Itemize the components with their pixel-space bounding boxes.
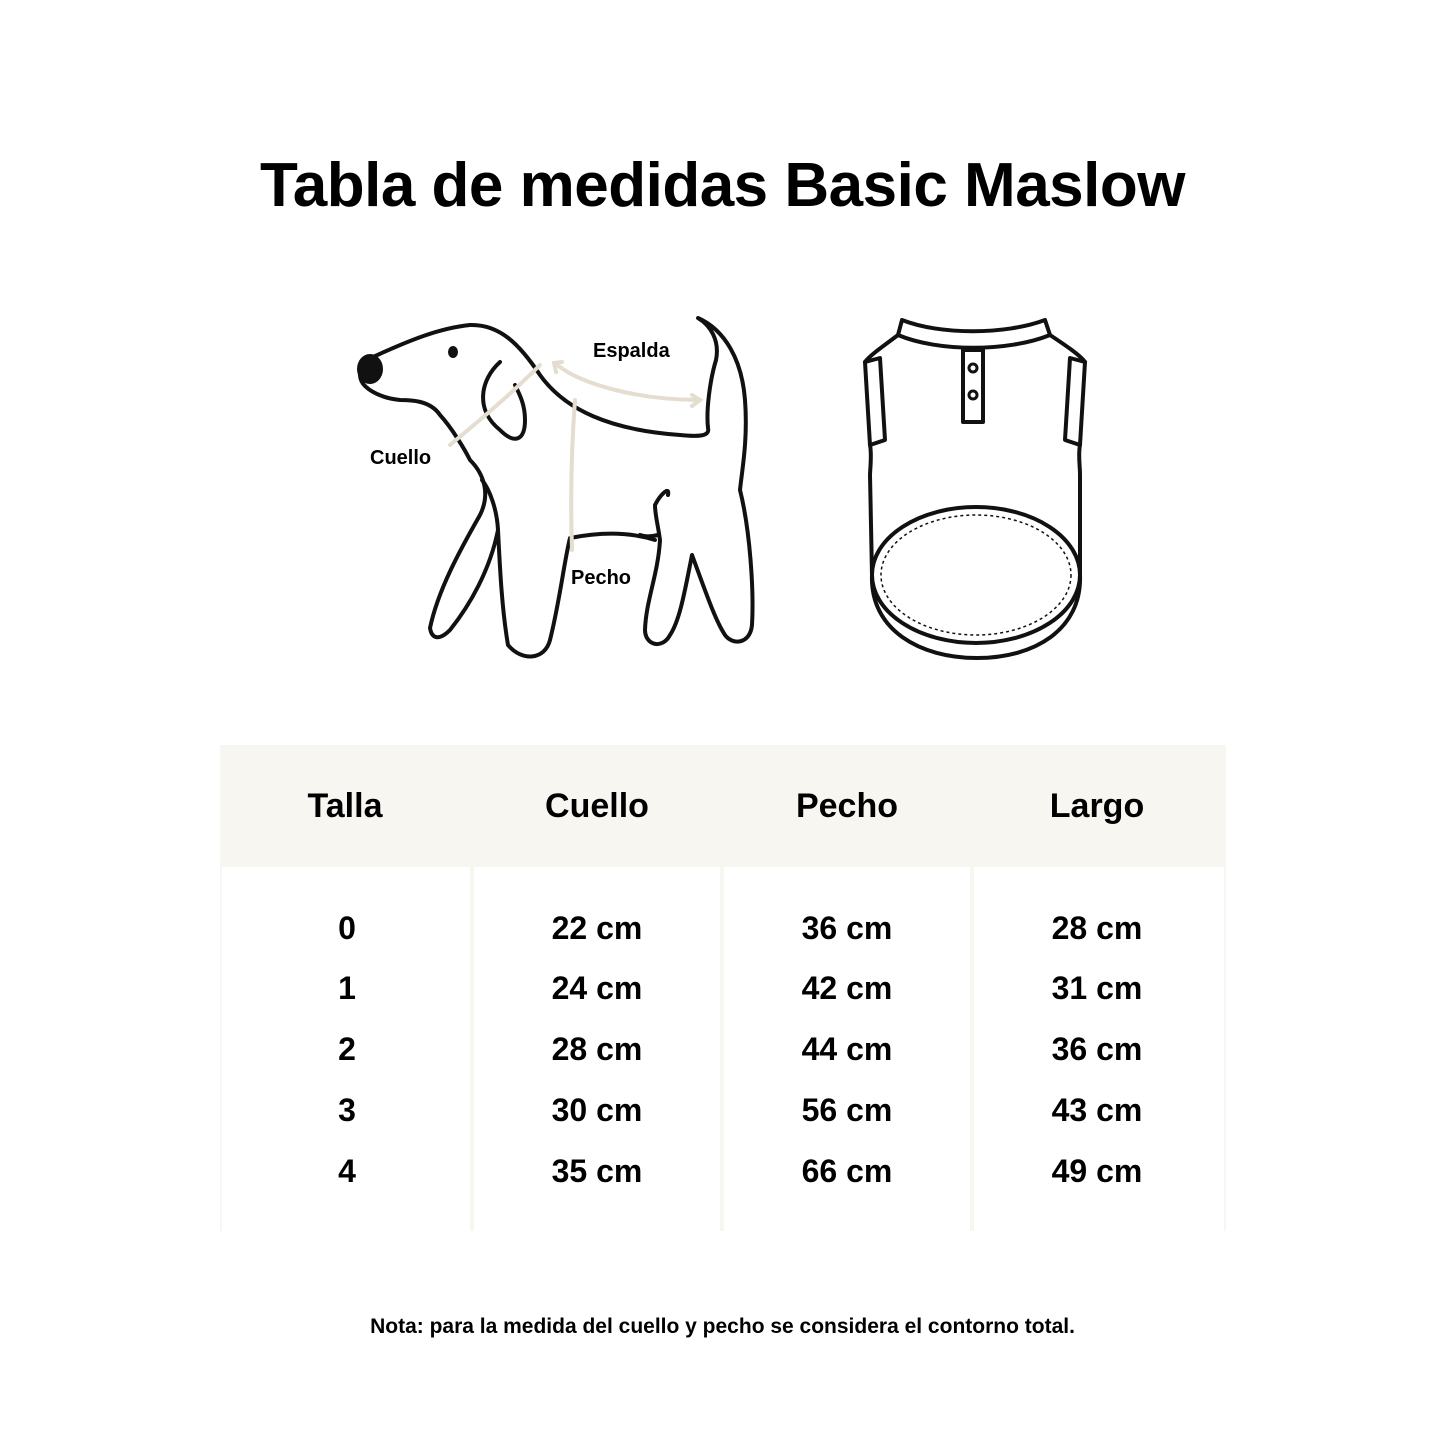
cell-pecho: 44 cm	[801, 1031, 893, 1067]
label-pecho: Pecho	[571, 567, 632, 589]
measurement-illustration	[340, 300, 1120, 680]
back-guide	[555, 363, 700, 400]
cell-largo: 43 cm	[1051, 1092, 1143, 1128]
illustration-svg	[340, 300, 1120, 680]
table-row	[220, 898, 1226, 959]
header-largo: Largo	[1049, 787, 1145, 825]
measurement-guides	[450, 362, 700, 550]
table-row	[220, 1019, 1226, 1080]
cell-pecho: 42 cm	[801, 970, 893, 1006]
chest-guide	[571, 400, 575, 550]
cell-largo: 28 cm	[1051, 910, 1143, 946]
table-row	[220, 1141, 1226, 1202]
cell-cuello: 35 cm	[551, 1153, 643, 1189]
shirt-hem-stitch	[881, 515, 1071, 635]
table-row	[220, 958, 1226, 1019]
cell-cuello: 24 cm	[551, 970, 643, 1006]
header-cuello: Cuello	[545, 787, 649, 825]
cell-largo: 31 cm	[1051, 970, 1143, 1006]
footnote: Nota: para la medida del cuello y pecho se considera el contorno total.	[370, 1315, 1075, 1338]
table-row	[220, 1080, 1226, 1141]
shirt-placket	[963, 350, 983, 422]
cell-talla: 1	[338, 970, 356, 1006]
shirt-button-top	[969, 364, 977, 372]
label-espalda: Espalda	[593, 340, 670, 362]
header-talla: Talla	[307, 787, 383, 825]
cell-talla: 4	[338, 1153, 356, 1189]
cell-talla: 0	[338, 910, 356, 946]
size-table	[220, 745, 1226, 1231]
neck-guide	[450, 365, 540, 445]
cell-cuello: 30 cm	[551, 1092, 643, 1128]
cell-pecho: 36 cm	[801, 910, 893, 946]
cell-pecho: 56 cm	[801, 1092, 893, 1128]
dog-eye	[448, 346, 458, 358]
dog-belly-outline	[360, 357, 655, 656]
cell-talla: 3	[338, 1092, 356, 1128]
shirt-button-bottom	[969, 391, 977, 399]
cell-largo: 36 cm	[1051, 1031, 1143, 1067]
cell-largo: 49 cm	[1051, 1153, 1143, 1189]
cell-cuello: 28 cm	[551, 1031, 643, 1067]
dog-nose	[357, 354, 383, 384]
table-header	[220, 745, 1226, 867]
shirt-collar	[898, 320, 1050, 348]
label-cuello: Cuello	[370, 447, 432, 469]
header-pecho: Pecho	[795, 787, 899, 825]
cell-pecho: 66 cm	[801, 1153, 893, 1189]
cell-cuello: 22 cm	[551, 910, 643, 946]
cell-talla: 2	[338, 1031, 356, 1067]
page-title: Tabla de medidas Basic Maslow	[259, 151, 1185, 220]
shirt-hem	[872, 507, 1080, 643]
